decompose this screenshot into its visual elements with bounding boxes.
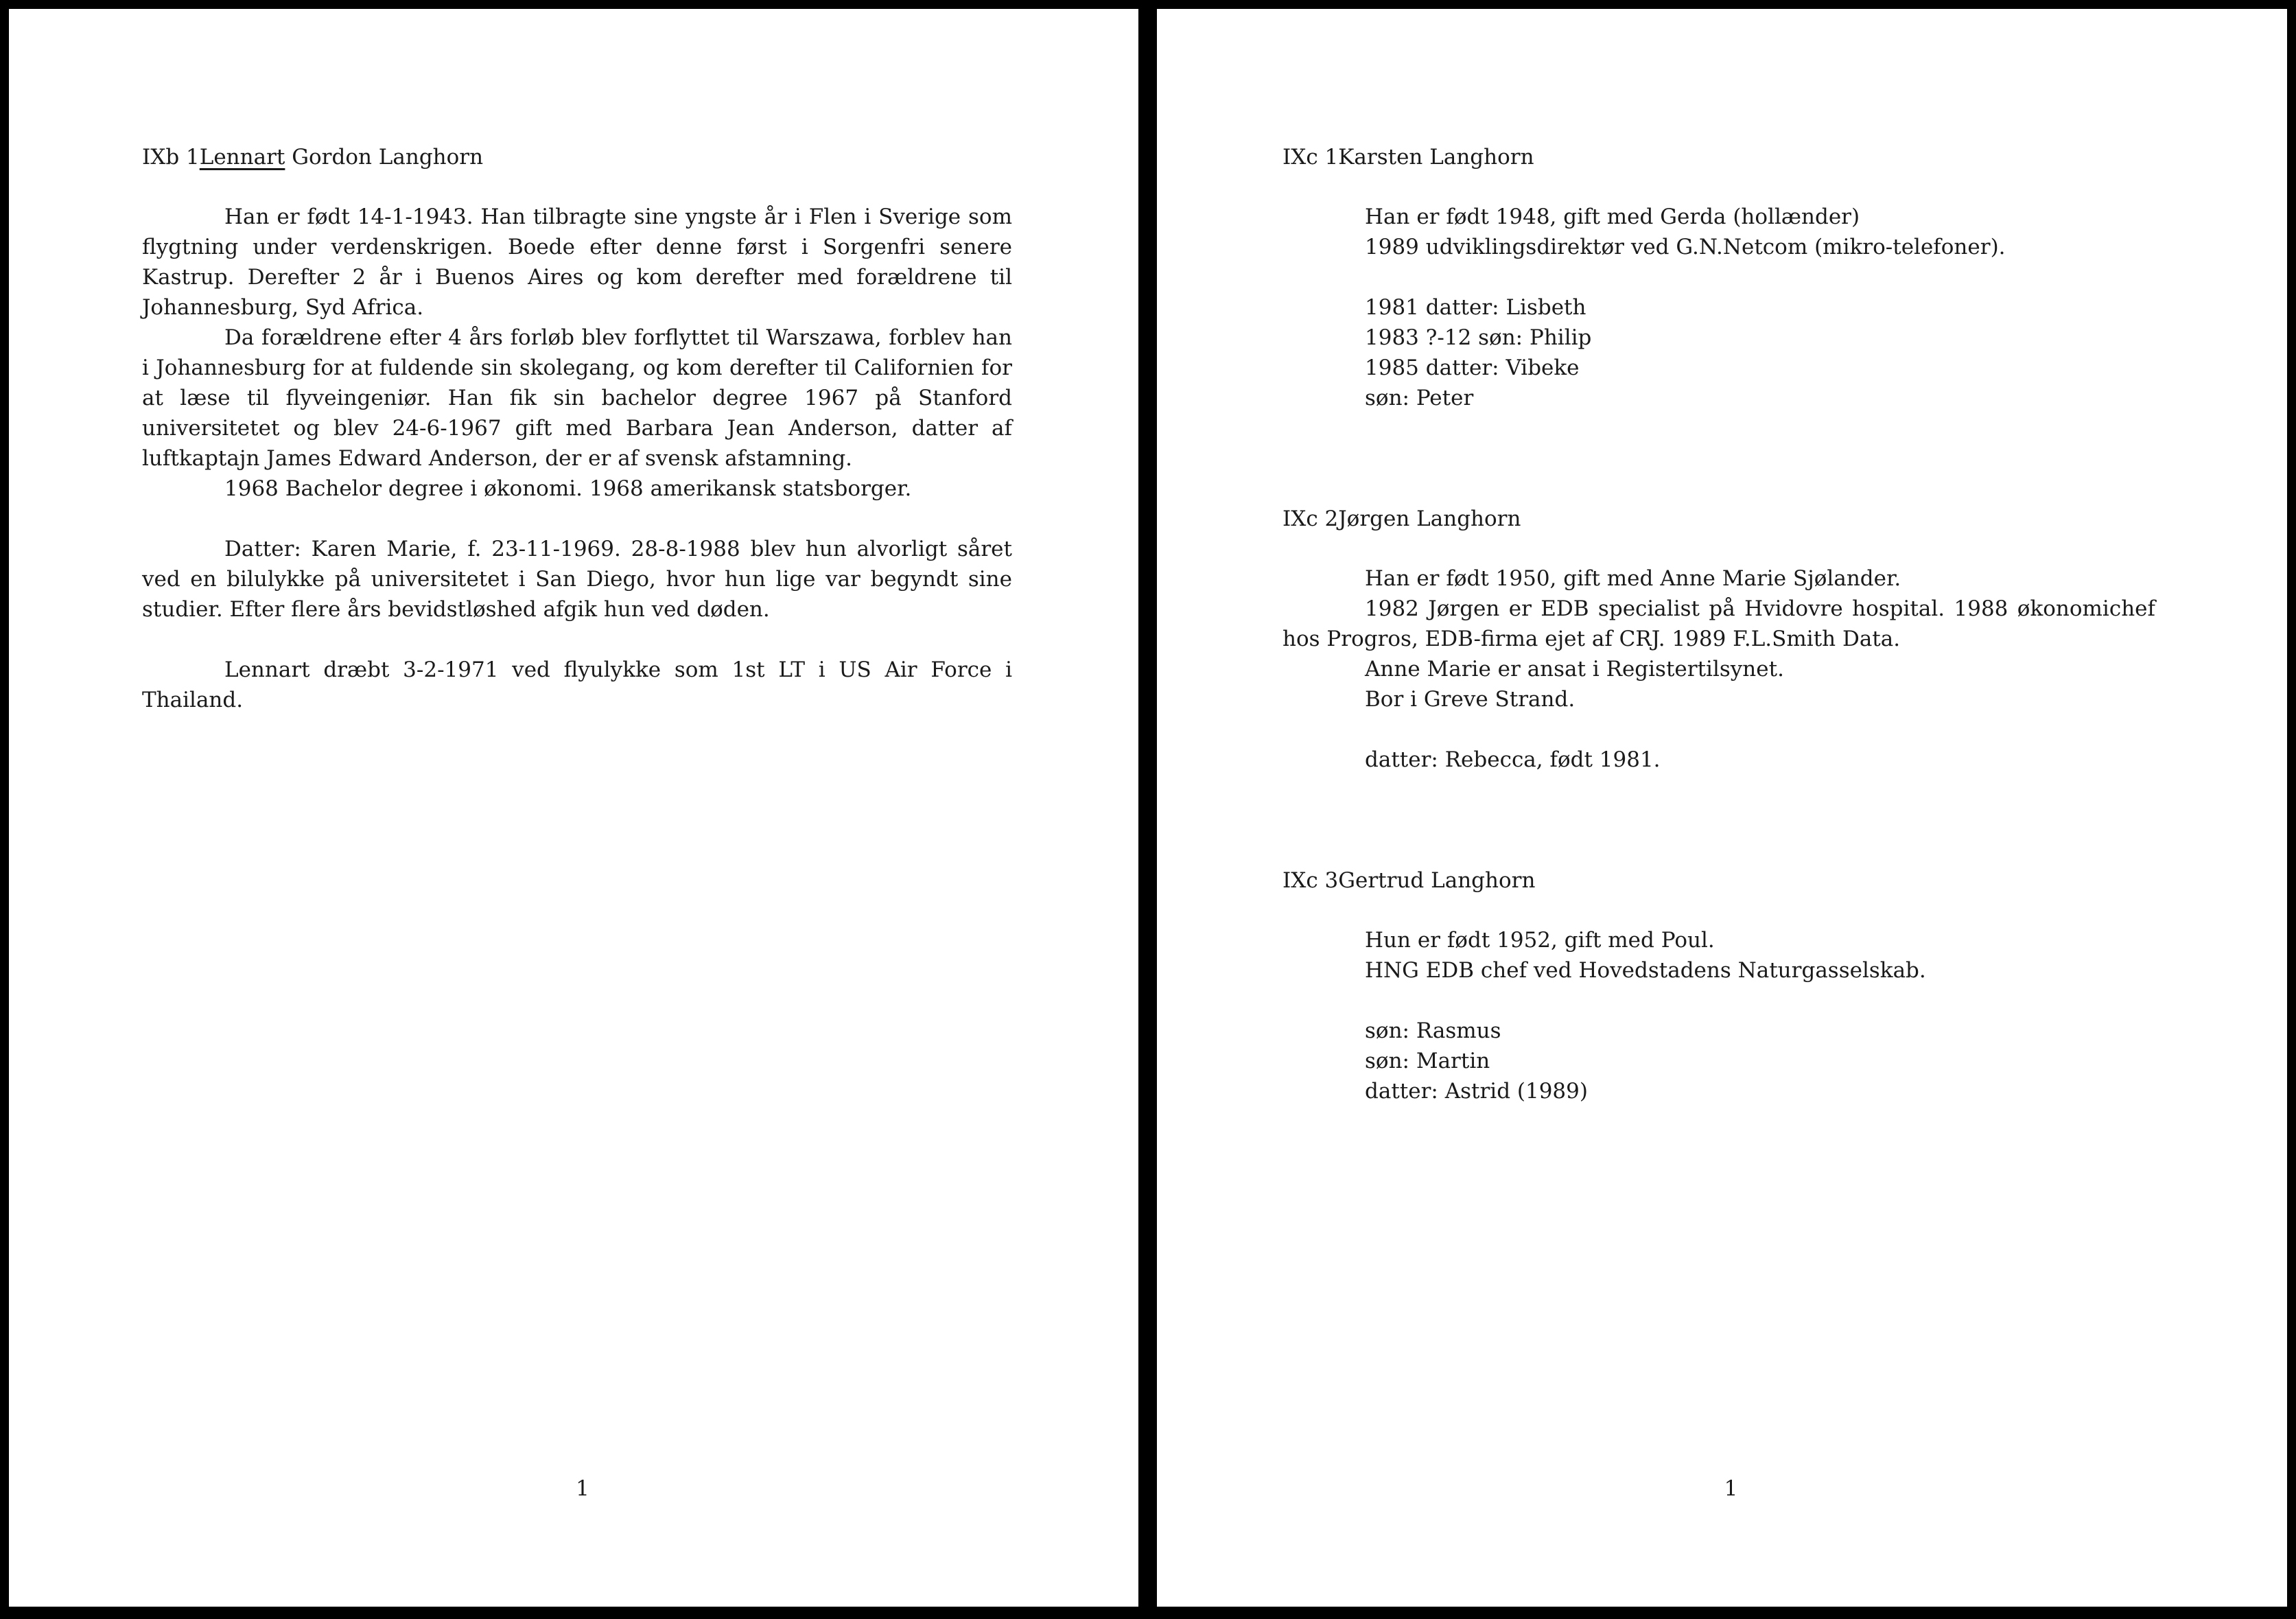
paragraph: Da forældrene efter 4 års forløb blev forflyttet til Warszawa, forblev han i Johannesburg for at fuldende sin skolegang, og kom derefter til Californien for at læse til flyveingeniør. Han fik sin bachelor degree 1967 på Stanford universitetet og blev 24-6-1967 gift med Barbara Jean Anderson, datter af luftkaptajn James Edward Anderson, der er af svensk afstamning. (142, 325, 1012, 471)
child-entry: 1983 ?-12 søn: Philip (1365, 325, 1592, 350)
spacer (142, 625, 1012, 655)
spacer (1282, 714, 2155, 745)
text-line: Anne Marie er ansat i Registertilsynet. (1365, 657, 1784, 682)
child-entry: søn: Rasmus (1365, 1018, 1501, 1043)
text-line: Bor i Greve Strand. (1365, 687, 1575, 712)
child-entry: datter: Astrid (1989) (1365, 1079, 1588, 1104)
child-entry: søn: Peter (1365, 386, 1474, 410)
page-number: 1 (1724, 1476, 1738, 1501)
spacer (1282, 775, 2155, 865)
child-entry: datter: Rebecca, født 1981. (1365, 747, 1661, 772)
child-entry: 1981 datter: Lisbeth (1365, 295, 1586, 320)
document-page-right (1157, 9, 2287, 1607)
text-line: Hun er født 1952, gift med Poul. (1365, 928, 1715, 953)
section-heading-karsten: IXc 1Karsten Langhorn (1282, 145, 1534, 170)
heading-prefix: IXb 1 (142, 145, 200, 170)
text-line: 1989 udviklingsdirektør ved G.N.Netcom (mikro-telefoner). (1365, 235, 2006, 259)
heading-underlined-name: Lennart (199, 145, 285, 170)
spacer (1282, 262, 2155, 292)
section-heading-lennart (142, 142, 1012, 172)
page-content (1282, 142, 2155, 1106)
paragraph: 1968 Bachelor degree i økonomi. 1968 amerikansk statsborger. (224, 476, 912, 501)
child-entry: 1985 datter: Vibeke (1365, 356, 1580, 380)
section-heading-gertrud: IXc 3Gertrud Langhorn (1282, 868, 1536, 893)
page-number: 1 (576, 1476, 589, 1501)
section-heading-jorgen: IXc 2Jørgen Langhorn (1282, 506, 1521, 531)
text-line: Han er født 1950, gift med Anne Marie Sjølander. (1365, 566, 1901, 591)
document-page-left (9, 9, 1138, 1607)
child-entry: søn: Martin (1365, 1049, 1490, 1073)
paragraph: Datter: Karen Marie, f. 23-11-1969. 28-8-1988 blev hun alvorligt såret ved en bilulykke på universitetet i San Diego, hvor hun lige var begyndt sine studier. Efter flere års bevidstløshed afgik hun ved døden. (142, 537, 1012, 622)
text-line: Han er født 1948, gift med Gerda (hollænder) (1365, 205, 1860, 229)
paragraph: Han er født 14-1-1943. Han tilbragte sine yngste år i Flen i Sverige som flygtning under verdenskrigen. Boede efter denne først i Sorgenfri senere Kastrup. Derefter 2 år i Buenos Aires og kom derefter med forældrene til Johannesburg, Syd Africa. (142, 205, 1012, 320)
paragraph: Lennart dræbt 3-2-1971 ved flyulykke som 1st LT i US Air Force i Thailand. (142, 657, 1012, 712)
heading-rest: Gordon Langhorn (285, 145, 484, 170)
spacer (1282, 986, 2155, 1016)
spacer (142, 504, 1012, 534)
spacer (1282, 413, 2155, 504)
page-content (142, 142, 1012, 715)
paragraph: 1982 Jørgen er EDB specialist på Hvidovre hospital. 1988 økonomichef hos Progros, EDB-firma ejet af CRJ. 1989 F.L.Smith Data. (1282, 596, 2155, 651)
text-line: HNG EDB chef ved Hovedstadens Naturgasselskab. (1365, 958, 1926, 983)
